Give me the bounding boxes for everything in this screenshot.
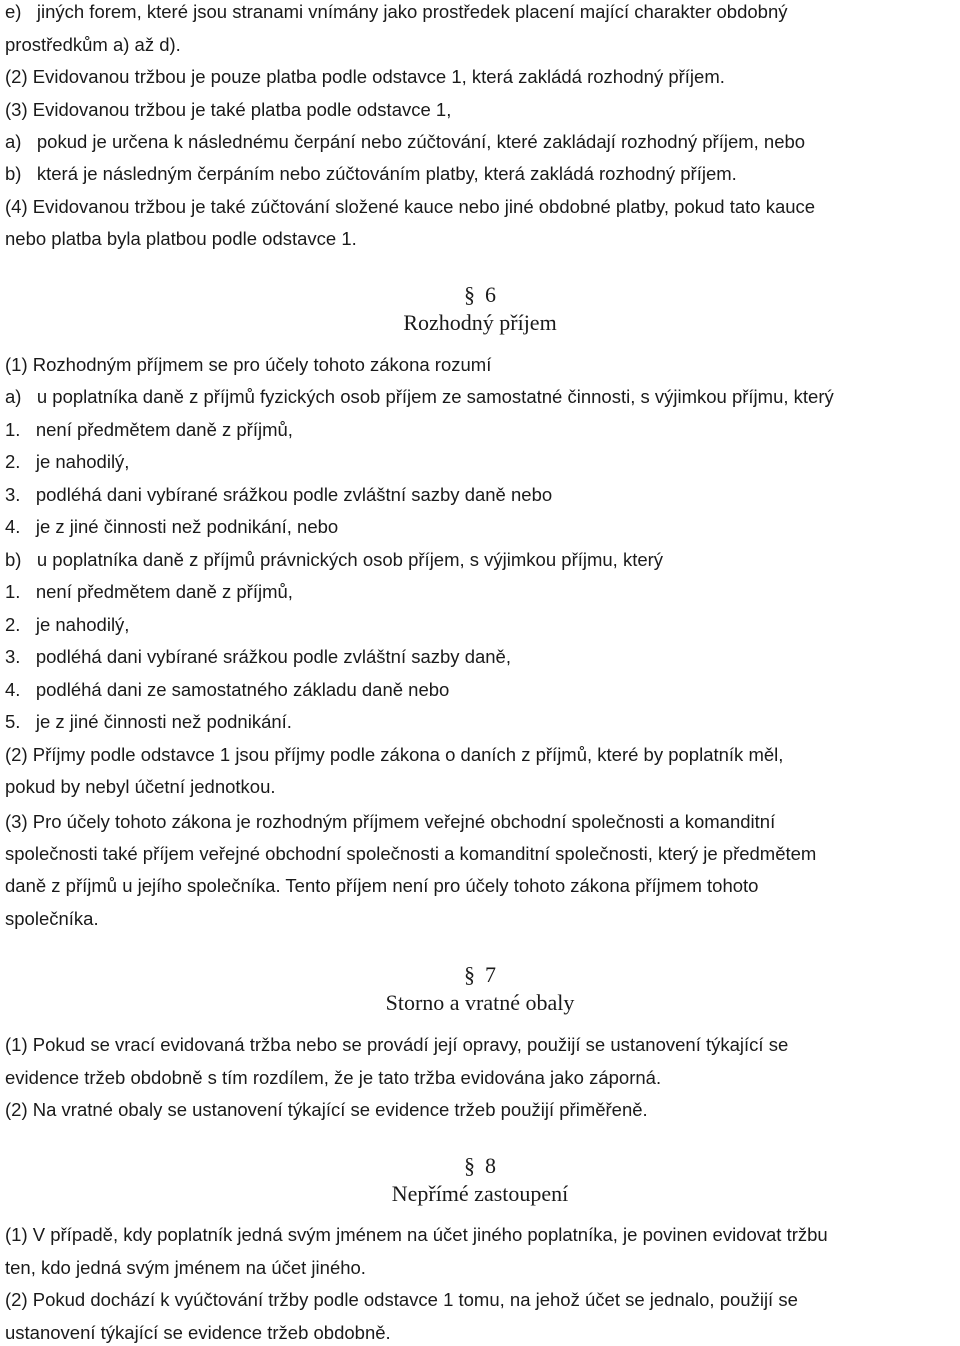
text-line: e) jiných forem, které jsou stranami vnímány jako prostředek placení mající charakter obdobný <box>5 1 788 22</box>
text-line: (3) Pro účely tohoto zákona je rozhodným příjmem veřejné obchodní společnosti a komanditní <box>5 811 776 832</box>
text-line: (3) Evidovanou tržbou je také platba podle odstavce 1, <box>5 99 452 120</box>
text-line: ten, kdo jedná svým jménem na účet jiného. <box>5 1257 366 1278</box>
text-line: (2) Evidovanou tržbou je pouze platba podle odstavce 1, která zakládá rozhodný příjem. <box>5 66 725 87</box>
section-sign: § <box>464 282 475 307</box>
text-line: (2) Pokud dochází k vyúčtování tržby podle odstavce 1 tomu, na jehož účet se jednalo, použijí se <box>5 1289 798 1310</box>
section-number-value: 7 <box>485 962 496 987</box>
section-title: Storno a vratné obaly <box>385 990 575 1015</box>
text-line: společnosti také příjem veřejné obchodní společnosti a komanditní společnosti, který je předmětem <box>5 843 817 864</box>
text-line: prostředkům a) až d). <box>5 34 181 55</box>
text-line: nebo platba byla platbou podle odstavce 1. <box>5 228 357 249</box>
text-line: a) u poplatníka daně z příjmů fyzických osob příjem ze samostatné činnosti, s výjimkou příjmu, který <box>5 386 834 407</box>
text-line: b) u poplatníka daně z příjmů právnických osob příjem, s výjimkou příjmu, který <box>5 549 664 570</box>
text-line: 4. podléhá dani ze samostatného základu daně nebo <box>5 679 450 700</box>
section-number-value: 6 <box>485 282 496 307</box>
text-line: (1) Pokud se vrací evidovaná tržba nebo se provádí její opravy, použijí se ustanovení týkající se <box>5 1034 789 1055</box>
text-line: 5. je z jiné činnosti než podnikání. <box>5 711 292 732</box>
section-sign: § <box>464 962 475 987</box>
text-line: (2) Na vratné obaly se ustanovení týkající se evidence tržeb použijí přiměřeně. <box>5 1099 648 1120</box>
text-line: (1) V případě, kdy poplatník jedná svým jménem na účet jiného poplatníka, je povinen evidovat tržbu <box>5 1224 828 1245</box>
text-line: 3. podléhá dani vybírané srážkou podle zvláštní sazby daně nebo <box>5 484 553 505</box>
text-line: společníka. <box>5 908 99 929</box>
section-title: Nepřímé zastoupení <box>391 1181 569 1206</box>
text-line: 2. je nahodilý, <box>5 614 130 635</box>
text-line: 1. není předmětem daně z příjmů, <box>5 419 293 440</box>
text-line: b) která je následným čerpáním nebo zúčtováním platby, která zakládá rozhodný příjem. <box>5 163 737 184</box>
text-line: (4) Evidovanou tržbou je také zúčtování složené kauce nebo jiné obdobné platby, pokud tato kauce <box>5 196 816 217</box>
text-line: evidence tržeb obdobně s tím rozdílem, že je tato tržba evidována jako záporná. <box>5 1067 662 1088</box>
text-line: 2. je nahodilý, <box>5 451 130 472</box>
section-number-value: 8 <box>485 1153 496 1178</box>
section-number <box>0 282 960 308</box>
text-line: (1) Rozhodným příjmem se pro účely tohoto zákona rozumí <box>5 354 492 375</box>
text-line: 3. podléhá dani vybírané srážkou podle zvláštní sazby daně, <box>5 646 511 667</box>
section-sign: § <box>464 1153 475 1178</box>
text-line: pokud by nebyl účetní jednotkou. <box>5 776 276 797</box>
text-line: 1. není předmětem daně z příjmů, <box>5 581 293 602</box>
text-line: a) pokud je určena k následnému čerpání nebo zúčtování, které zakládají rozhodný příjem, nebo <box>5 131 806 152</box>
section-number <box>0 962 960 988</box>
text-line: 4. je z jiné činnosti než podnikání, nebo <box>5 516 339 537</box>
text-line: (2) Příjmy podle odstavce 1 jsou příjmy podle zákona o daních z příjmů, které by poplatník měl, <box>5 744 784 765</box>
section-number <box>0 1153 960 1179</box>
text-line: daně z příjmů u jejího společníka. Tento příjem není pro účely tohoto zákona příjmem tohoto <box>5 875 759 896</box>
text-line: ustanovení týkající se evidence tržeb obdobně. <box>5 1322 391 1343</box>
section-title: Rozhodný příjem <box>403 310 557 335</box>
